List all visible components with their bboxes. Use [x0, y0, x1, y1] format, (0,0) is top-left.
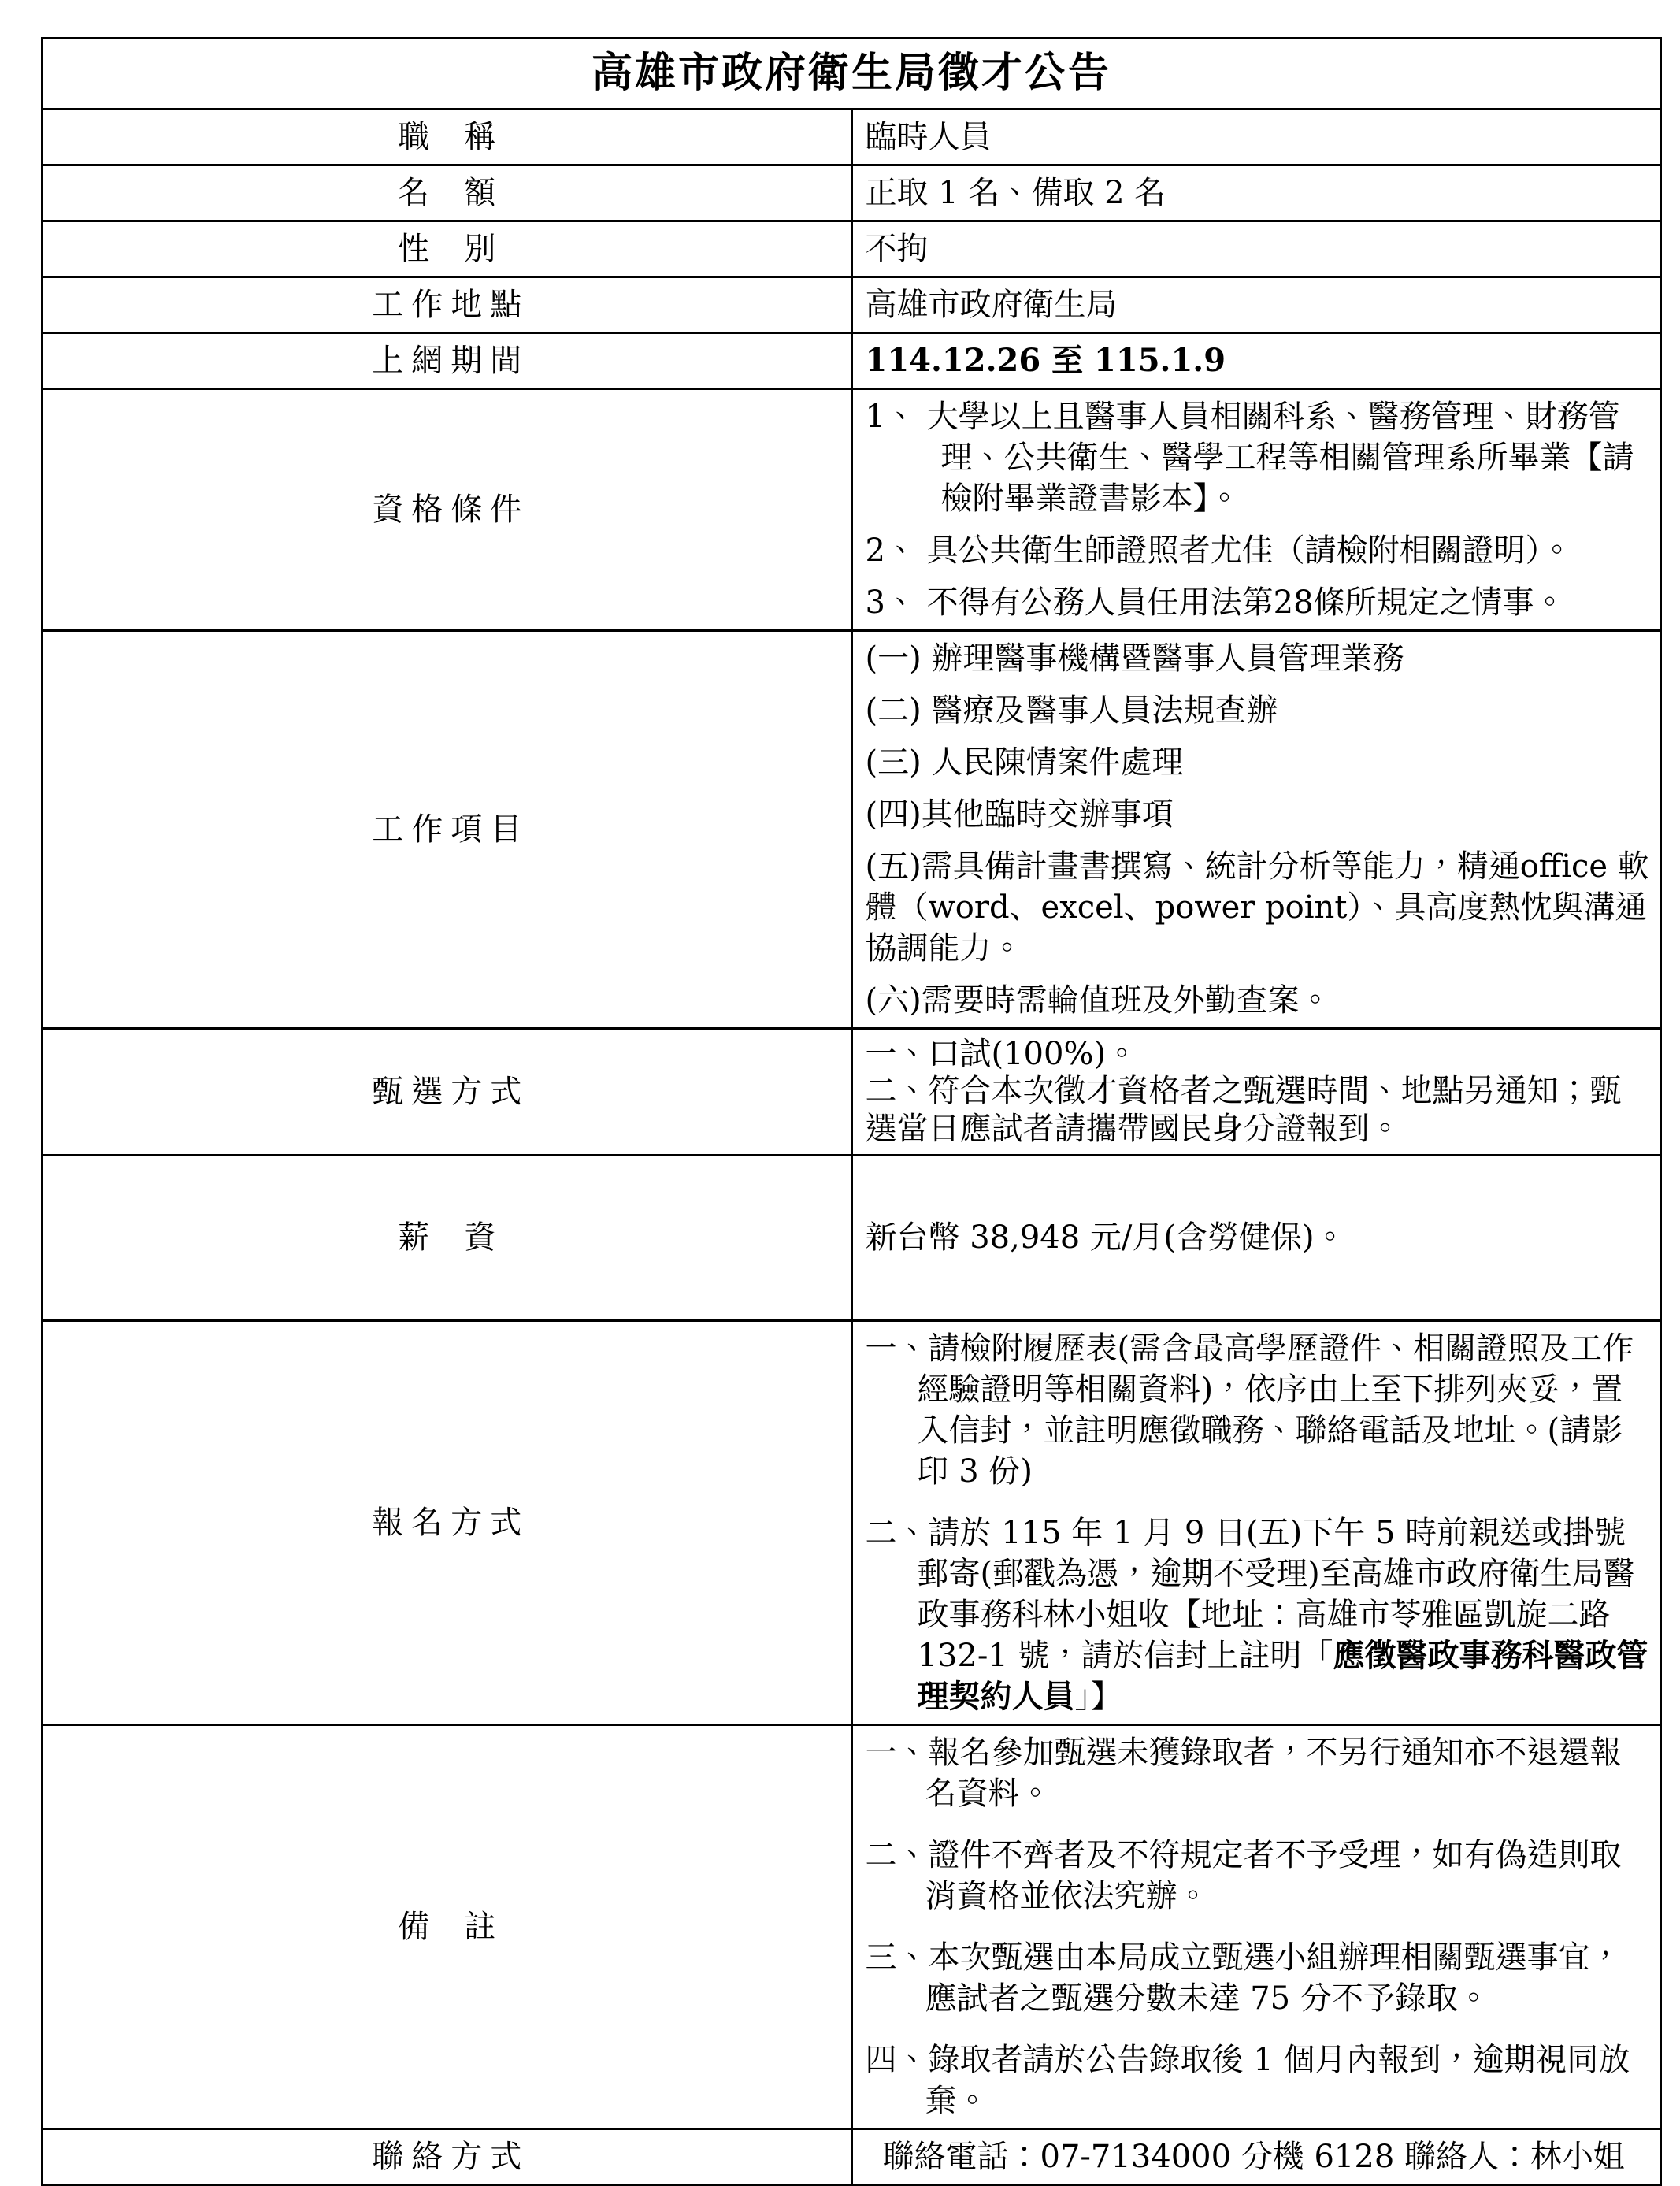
- list-item: 二、符合本次徵才資格者之甄選時間、地點另通知；甄選當日應試者請攜帶國民身分證報到。: [865, 1073, 1622, 1147]
- row-label-qualifications: [43, 389, 852, 631]
- row-value-salary: [851, 1155, 1661, 1320]
- value-text: 正取 1 名、備取 2 名: [865, 175, 1166, 212]
- page-title: 高雄市政府衛生局徵才公告: [591, 49, 1111, 97]
- list-item: [866, 1512, 1652, 1717]
- row-value-remarks: [851, 1724, 1661, 2128]
- work-item-list: [866, 638, 1652, 1021]
- label-text: 上網期間: [372, 343, 530, 380]
- label-text: 職稱: [398, 119, 531, 156]
- label-text: 工作地點: [372, 287, 530, 324]
- row-value-application-method: [851, 1320, 1661, 1724]
- list-item: (二) 醫療及醫事人員法規查辦: [865, 692, 1278, 729]
- list-item: 3、 不得有公務人員任用法第28條所規定之情事。: [865, 585, 1566, 622]
- table-row-application-method: [43, 1320, 1661, 1724]
- value-text: 不拘: [865, 231, 929, 268]
- label-text: 聯絡方式: [372, 2138, 530, 2175]
- row-value-selection-method: [851, 1029, 1661, 1156]
- row-value-openings: [851, 165, 1661, 221]
- table-row-salary: [43, 1155, 1661, 1320]
- list-item: 1、 大學以上且醫事人員相關科系、醫務管理、財務管理、公共衛生、醫學工程等相關管理系所畢業【請檢附畢業證書影本】。: [865, 399, 1634, 518]
- list-item: (六)需要時需輪值班及外勤查案。: [865, 982, 1331, 1019]
- application-list: [866, 1328, 1652, 1717]
- list-item: (五)需具備計畫書撰寫、統計分析等能力，精通office 軟體（word、excel、power point）、具高度熱忱與溝通協調能力。: [865, 848, 1649, 967]
- table-row-contact: [43, 2128, 1661, 2184]
- value-text: 114.12.26 至 115.1.9: [865, 342, 1226, 380]
- label-text: 資格條件: [372, 492, 530, 529]
- list-item: 2、 具公共衛生師證照者尤佳（請檢附相關證明）。: [865, 533, 1573, 570]
- row-label-contact: [43, 2128, 852, 2184]
- table-row-work-location: [43, 277, 1661, 333]
- label-text: 報名方式: [372, 1504, 530, 1541]
- envelope-note-tail: 」】: [1074, 1678, 1122, 1715]
- table-row-qualifications: [43, 389, 1661, 631]
- list-item: 一、請檢附履歷表(需含最高學歷證件、相關證照及工作經驗證明等相關資料)，依序由上至下排列夾妥，置入信封，並註明應徵職務、聯絡電話及地址。(請影印 3 份): [865, 1330, 1634, 1490]
- application-item-2-text: 二、請於 115 年 1 月 9 日(五)下午 5 時前親送或掛號郵寄(郵戳為憑，逾期不受理)至高雄市政府衛生局醫政事務科林小姐收【地址：高雄市苓雅區凱旋二路 132-1 號，請於信封上註明「: [865, 1514, 1635, 1674]
- row-label-openings: [43, 165, 852, 221]
- list-item: (一) 辦理醫事機構暨醫事人員管理業務: [865, 640, 1404, 677]
- list-item: 二、證件不齊者及不符規定者不予受理，如有偽造則取消資格並依法究辦。: [865, 1836, 1622, 1914]
- title-cell: [43, 39, 1661, 109]
- row-value-contact: [851, 2128, 1661, 2184]
- row-label-work-items: [43, 631, 852, 1029]
- qualification-list: [866, 396, 1652, 623]
- row-label-application-method: [43, 1320, 852, 1724]
- row-value-work-location: [851, 277, 1661, 333]
- list-item: 三、本次甄選由本局成立甄選小組辦理相關甄選事宜，應試者之甄選分數未達 75 分不予錄取。: [865, 1939, 1622, 2017]
- label-text: 甄選方式: [372, 1073, 530, 1110]
- row-label-gender: [43, 221, 852, 277]
- value-text: 高雄市政府衛生局: [865, 287, 1118, 324]
- list-item: (四)其他臨時交辦事項: [865, 796, 1174, 833]
- label-text: 性別: [398, 231, 531, 268]
- list-item: 一、口試(100%)。: [865, 1036, 1138, 1073]
- row-label-salary: [43, 1155, 852, 1320]
- row-label-work-location: [43, 277, 852, 333]
- row-label-job-title: [43, 109, 852, 165]
- value-text: 聯絡電話：07-7134000 分機 6128 聯絡人：林小姐: [882, 2138, 1625, 2175]
- row-value-job-title: [851, 109, 1661, 165]
- label-text: 工作項目: [372, 811, 530, 848]
- label-text: 薪資: [398, 1219, 531, 1256]
- table-row-openings: [43, 165, 1661, 221]
- row-label-posting-period: [43, 333, 852, 389]
- label-text: 名額: [398, 175, 531, 212]
- row-value-work-items: [851, 631, 1661, 1029]
- table-row-job-title: [43, 109, 1661, 165]
- list-item: 一、報名參加甄選未獲錄取者，不另行通知亦不退還報名資料。: [865, 1734, 1622, 1812]
- row-value-gender: [851, 221, 1661, 277]
- table-row-work-items: [43, 631, 1661, 1029]
- label-text: 備註: [398, 1908, 531, 1945]
- value-text: 新台幣 38,948 元/月(含勞健保)。: [865, 1219, 1346, 1256]
- row-value-posting-period: [851, 333, 1661, 389]
- table-row-remarks: [43, 1724, 1661, 2128]
- envelope-note-bold: 應徵醫政事務科醫政管理契約人員: [917, 1636, 1648, 1715]
- row-label-selection-method: [43, 1029, 852, 1156]
- value-text: 臨時人員: [865, 119, 992, 156]
- list-item: 四、錄取者請於公告錄取後 1 個月內報到，逾期視同放棄。: [865, 2041, 1630, 2119]
- table-row-selection-method: [43, 1029, 1661, 1156]
- table-row-title: [43, 39, 1661, 109]
- selection-list: [866, 1036, 1652, 1148]
- recruitment-notice-table: [41, 37, 1662, 2186]
- table-row-gender: [43, 221, 1661, 277]
- table-row-posting-period: [43, 333, 1661, 389]
- row-value-qualifications: [851, 389, 1661, 631]
- remarks-list: [866, 1732, 1652, 2121]
- list-item: (三) 人民陳情案件處理: [865, 744, 1184, 781]
- row-label-remarks: [43, 1724, 852, 2128]
